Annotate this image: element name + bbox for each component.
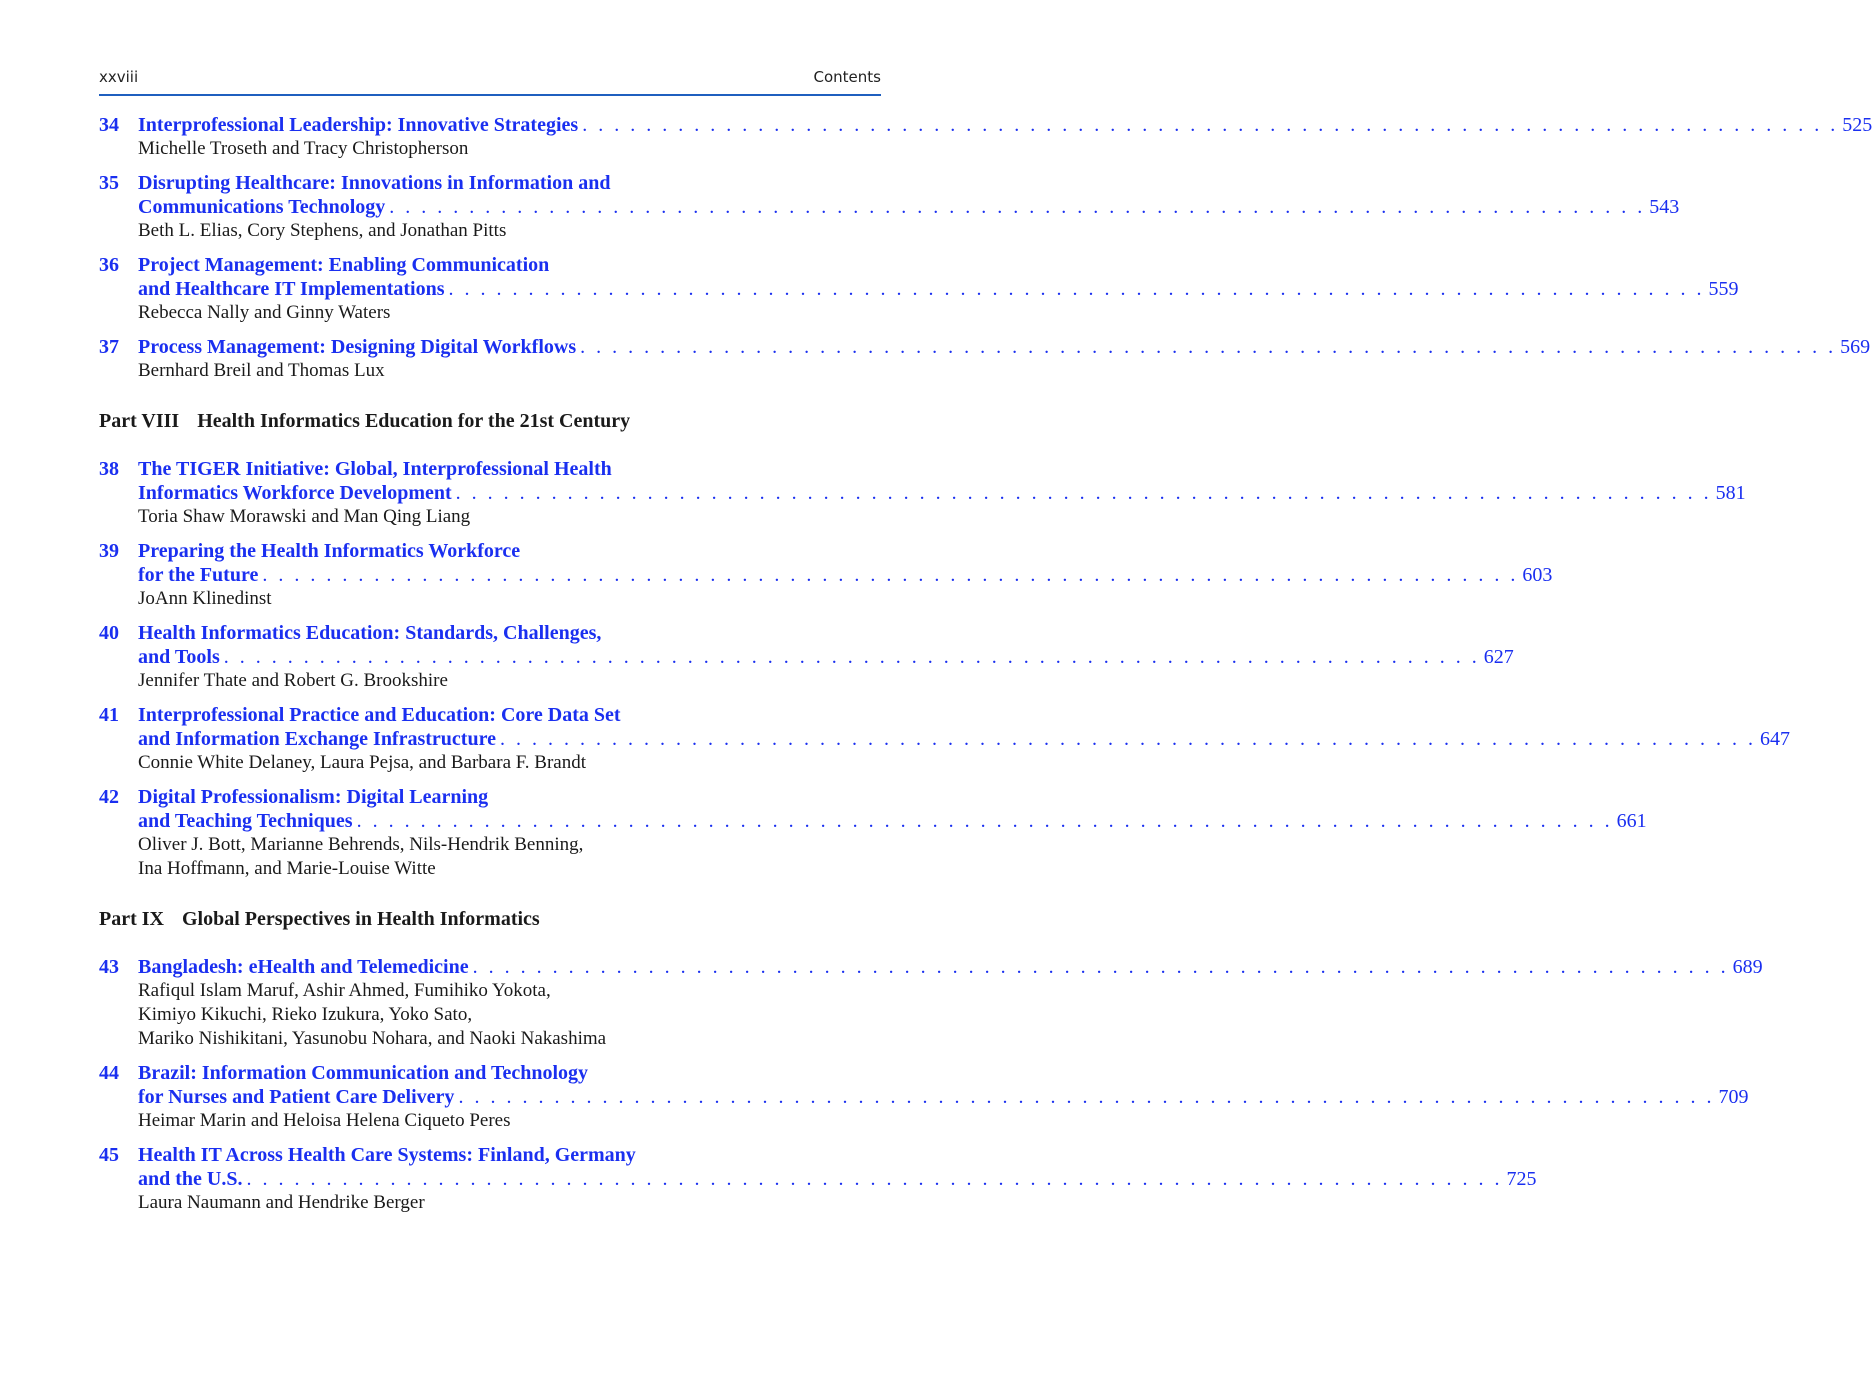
chapter-title-text: Disrupting Healthcare: Innovations in Information and	[138, 172, 611, 194]
part-label: Part VIII	[99, 410, 180, 432]
chapter-title-line[interactable]	[138, 539, 1552, 563]
chapter-title-line[interactable]	[138, 621, 1514, 645]
chapter-body	[138, 457, 1746, 529]
chapter-authors: Michelle Troseth and Tracy Christopherson	[138, 138, 469, 159]
toc-entry[interactable]	[99, 253, 1739, 325]
page-reference[interactable]: 559	[1708, 278, 1739, 300]
page-number: xxviii	[99, 68, 139, 86]
chapter-title-text: and the U.S.	[138, 1168, 243, 1190]
chapter-title-line[interactable]	[138, 1085, 1748, 1109]
chapter-title-line[interactable]	[138, 785, 1647, 809]
chapter-title-line[interactable]	[138, 1061, 1748, 1085]
page-reference[interactable]: 525	[1842, 114, 1872, 136]
chapter-number: 36	[99, 254, 119, 276]
toc-entry[interactable]	[99, 1143, 1537, 1215]
chapter-number: 42	[99, 786, 119, 808]
toc-entry[interactable]	[99, 539, 1553, 611]
dot-leader	[473, 955, 1729, 979]
chapter-title-line[interactable]	[138, 955, 1763, 979]
chapter-authors: Oliver J. Bott, Marianne Behrends, Nils-Hendrik Benning,	[138, 834, 584, 855]
toc-entry[interactable]	[99, 1061, 1749, 1133]
chapter-title-text: Digital Professionalism: Digital Learning	[138, 786, 489, 808]
chapter-title-text: and Tools	[138, 646, 220, 668]
chapter-authors: Toria Shaw Morawski and Man Qing Liang	[138, 506, 471, 527]
chapter-title-line[interactable]	[138, 563, 1552, 587]
dot-leader	[582, 113, 1838, 137]
chapter-authors: Rebecca Nally and Ginny Waters	[138, 302, 391, 323]
chapter-body	[138, 785, 1647, 881]
dot-leader	[500, 727, 1756, 751]
chapter-title-text: Health IT Across Health Care Systems: Finland, Germany	[138, 1144, 636, 1166]
chapter-authors: Ina Hoffmann, and Marie-Louise Witte	[138, 858, 436, 879]
chapter-authors: JoAnn Klinedinst	[138, 588, 272, 609]
chapter-number: 41	[99, 704, 119, 726]
dot-leader	[262, 563, 1518, 587]
chapter-title-line[interactable]	[138, 727, 1790, 751]
toc-group	[99, 457, 1790, 881]
chapter-body	[138, 955, 1763, 1051]
page-reference[interactable]: 709	[1718, 1086, 1749, 1108]
chapter-authors: Connie White Delaney, Laura Pejsa, and Barbara F. Brandt	[138, 752, 587, 773]
dot-leader	[389, 195, 1645, 219]
part-heading	[99, 409, 699, 433]
part-label: Part IX	[99, 908, 164, 930]
page-reference[interactable]: 647	[1759, 728, 1790, 750]
chapter-title-text: and Healthcare IT Implementations	[138, 278, 445, 300]
part-title: Global Perspectives in Health Informatics	[181, 908, 540, 930]
dot-leader	[357, 809, 1613, 833]
chapter-title-text: Health Informatics Education: Standards, Challenges,	[138, 622, 602, 644]
chapter-title-text: Communications Technology	[138, 196, 386, 218]
chapter-title-line[interactable]	[138, 335, 1870, 359]
chapter-number: 37	[99, 336, 119, 358]
part-heading	[99, 907, 699, 931]
page-reference[interactable]: 627	[1483, 646, 1514, 668]
chapter-body	[138, 539, 1552, 611]
chapter-title-text: for Nurses and Patient Care Delivery	[138, 1086, 455, 1108]
dot-leader	[224, 645, 1480, 669]
chapter-title-line[interactable]	[138, 277, 1739, 301]
chapter-title-line[interactable]	[138, 457, 1746, 481]
chapter-number: 44	[99, 1062, 119, 1084]
page-reference[interactable]: 543	[1649, 196, 1680, 218]
chapter-title-text: Brazil: Information Communication and Technology	[138, 1062, 589, 1084]
toc-entry[interactable]	[99, 955, 1763, 1051]
dot-leader	[458, 1085, 1714, 1109]
chapter-title-text: Interprofessional Leadership: Innovative Strategies	[138, 114, 579, 136]
chapter-title-line[interactable]	[138, 171, 1679, 195]
page-reference[interactable]: 689	[1732, 956, 1763, 978]
dot-leader	[246, 1167, 1502, 1191]
toc-entry[interactable]	[99, 621, 1514, 693]
chapter-number: 35	[99, 172, 119, 194]
chapter-title-line[interactable]	[138, 809, 1647, 833]
chapter-number: 43	[99, 956, 119, 978]
toc-group	[99, 955, 1763, 1215]
chapter-body	[138, 171, 1679, 243]
chapter-title-text: The TIGER Initiative: Global, Interprofessional Health	[138, 458, 612, 480]
page-reference[interactable]: 661	[1616, 810, 1647, 832]
page-reference[interactable]: 603	[1522, 564, 1553, 586]
running-title: Contents	[813, 68, 881, 86]
page-reference[interactable]: 569	[1840, 336, 1871, 358]
chapter-title-text: Process Management: Designing Digital Workflows	[138, 336, 577, 358]
chapter-title-line[interactable]	[138, 195, 1679, 219]
chapter-number: 45	[99, 1144, 119, 1166]
chapter-title-text: and Information Exchange Infrastructure	[138, 728, 496, 750]
chapter-body	[138, 703, 1790, 775]
chapter-title-line[interactable]	[138, 253, 1739, 277]
chapter-title-line[interactable]	[138, 113, 1872, 137]
chapter-title-text: Informatics Workforce Development	[138, 482, 452, 504]
chapter-title-text: and Teaching Techniques	[138, 810, 353, 832]
chapter-body	[138, 1143, 1536, 1215]
table-of-contents	[99, 113, 1872, 1225]
toc-group	[99, 113, 1872, 383]
part-title: Health Informatics Education for the 21st Century	[197, 410, 631, 432]
chapter-authors: Jennifer Thate and Robert G. Brookshire	[138, 670, 448, 691]
chapter-number: 39	[99, 540, 119, 562]
chapter-authors: Bernhard Breil and Thomas Lux	[138, 360, 385, 381]
page-reference[interactable]: 581	[1715, 482, 1746, 504]
chapter-title-line[interactable]	[138, 703, 1790, 727]
chapter-authors: Beth L. Elias, Cory Stephens, and Jonathan Pitts	[138, 220, 507, 241]
toc-entry[interactable]	[99, 457, 1746, 529]
chapter-number: 38	[99, 458, 119, 480]
chapter-title-text: Preparing the Health Informatics Workforce	[138, 540, 521, 562]
chapter-title-text: Interprofessional Practice and Education: Core Data Set	[138, 704, 621, 726]
toc-entry[interactable]	[99, 171, 1680, 243]
chapter-title-line[interactable]	[138, 481, 1746, 505]
chapter-title-line[interactable]	[138, 1143, 1536, 1167]
chapter-body	[138, 253, 1739, 325]
page-reference[interactable]: 725	[1506, 1168, 1537, 1190]
toc-entry[interactable]	[99, 785, 1647, 881]
chapter-authors: Laura Naumann and Hendrike Berger	[138, 1192, 425, 1213]
chapter-authors: Kimiyo Kikuchi, Rieko Izukura, Yoko Sato,	[138, 1004, 473, 1025]
dot-leader	[449, 277, 1705, 301]
toc-entry[interactable]	[99, 113, 1872, 161]
chapter-title-text: for the Future	[138, 564, 259, 586]
chapter-authors: Rafiqul Islam Maruf, Ashir Ahmed, Fumihiko Yokota,	[138, 980, 551, 1001]
chapter-body	[138, 335, 1870, 383]
chapter-body	[138, 113, 1872, 161]
dot-leader	[580, 335, 1836, 359]
chapter-title-text: Project Management: Enabling Communication	[138, 254, 550, 276]
toc-entry[interactable]	[99, 335, 1871, 383]
chapter-body	[138, 621, 1514, 693]
chapter-title-text: Bangladesh: eHealth and Telemedicine	[138, 956, 469, 978]
chapter-title-line[interactable]	[138, 645, 1514, 669]
chapter-authors: Heimar Marin and Heloisa Helena Ciqueto Peres	[138, 1110, 511, 1131]
chapter-title-line[interactable]	[138, 1167, 1536, 1191]
dot-leader	[456, 481, 1712, 505]
chapter-authors: Mariko Nishikitani, Yasunobu Nohara, and Naoki Nakashima	[138, 1028, 607, 1049]
chapter-body	[138, 1061, 1748, 1133]
toc-entry[interactable]	[99, 703, 1790, 775]
chapter-number: 40	[99, 622, 119, 644]
page-header	[99, 66, 881, 96]
chapter-number: 34	[99, 114, 119, 136]
